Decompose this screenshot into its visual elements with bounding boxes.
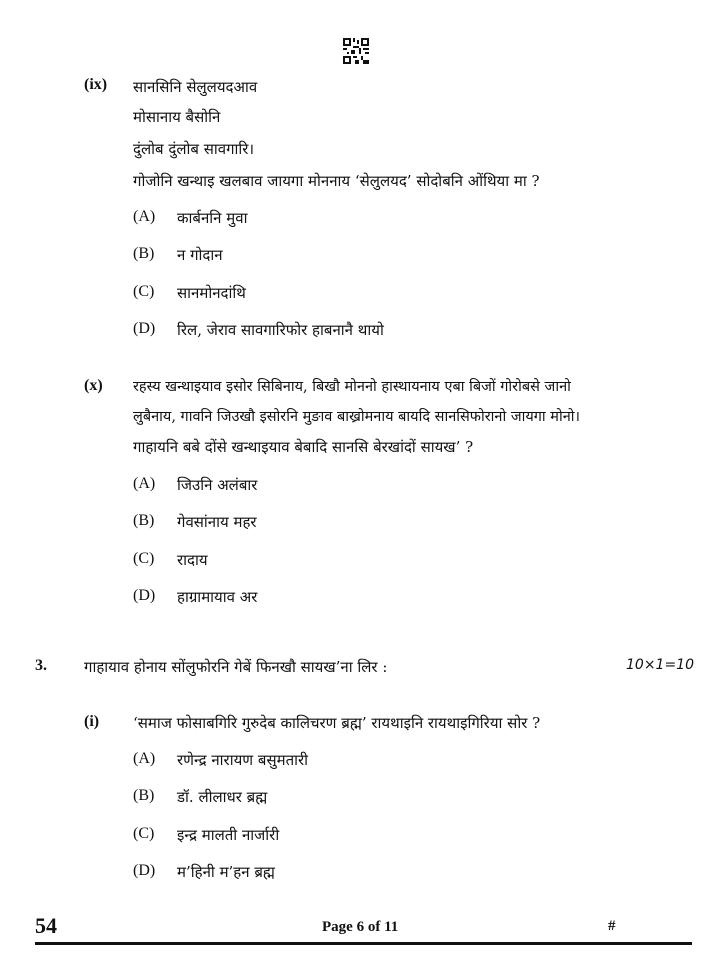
question-text: ‘समाज फोसाबगिरि गुरुदेब कालिचरण ब्रह्म’ रायथाइनि रायथाइगिरिया सोर ? xyxy=(133,714,541,732)
option-label: (A) xyxy=(133,750,156,767)
option-label: (B) xyxy=(133,245,155,262)
option-label: (C) xyxy=(133,550,155,567)
question-number: (x) xyxy=(84,377,103,394)
option-label: (B) xyxy=(133,787,155,804)
question-number: (ix) xyxy=(84,76,108,93)
option-text: गेवसांनाय महर xyxy=(177,513,257,531)
option-text: म’हिनी म’हन ब्रह्म xyxy=(177,863,275,881)
option-label: (A) xyxy=(133,475,156,492)
option-text: इन्द्र मालती नार्जारी xyxy=(177,826,280,844)
option-text: डॉ. लीलाधर ब्रह्म xyxy=(177,788,268,806)
question-text: लुबैनाय, गावनि जिउखौ इसोरनि मुङाव बाख्रोमनाय बायदि सानसिफोरानो जायगा मोनो। xyxy=(133,409,581,425)
question-text: रहस्य खन्थाइयाव इसोर सिबिनाय, बिखौ मोननो हास्थायनाय एबा बिजों गोरोबसे जानो xyxy=(133,379,571,395)
poem-line: मोसानाय बैसोनि xyxy=(133,108,221,126)
section-instruction: गाहायाव होनाय सोंलुफोरनि गेबें फिनखौ सायख’ना लिर : xyxy=(84,658,388,676)
question-text: गाहायनि बबे दोंसे खन्थाइयाव बेबादि सानसि बेरखांदों सायख’ ? xyxy=(133,438,474,456)
option-text: कार्बननि मुवा xyxy=(177,209,248,227)
page-mark: # xyxy=(608,918,616,934)
option-label: (B) xyxy=(133,512,155,529)
page-code: 54 xyxy=(35,913,57,938)
option-label: (A) xyxy=(133,208,156,225)
option-label: (D) xyxy=(133,587,156,604)
page-number: Page 6 of 11 xyxy=(322,919,399,935)
option-text: जिउनि अलंबार xyxy=(177,476,258,494)
section-marks: 10×1=10 xyxy=(626,657,694,673)
option-label: (D) xyxy=(133,862,156,879)
option-text: रिल, जेराव सावगारिफोर हाबनानै थायो xyxy=(177,321,384,339)
option-label: (C) xyxy=(133,283,155,300)
option-text: न गोदान xyxy=(177,246,223,264)
option-text: सानमोनदांथि xyxy=(177,284,246,302)
option-text: रणेन्द्र नारायण बसुमतारी xyxy=(177,751,309,769)
qr-code-icon xyxy=(343,38,369,64)
poem-line: दुंलोब दुंलोब सावगारि। xyxy=(133,140,255,158)
question-text: गोजोनि खन्थाइ खलबाव जायगा मोननाय ‘सेलुलयद’ सोदोबनि ओंथिया मा ? xyxy=(133,172,540,190)
poem-line: सानसिनि सेलुलयदआव xyxy=(133,78,258,96)
option-text: रादाय xyxy=(177,551,208,569)
option-text: हाग्रामायाव अर xyxy=(177,588,258,606)
section-number: 3. xyxy=(35,657,47,674)
footer-rule xyxy=(35,942,692,945)
option-label: (D) xyxy=(133,320,156,337)
question-number: (i) xyxy=(84,713,100,730)
option-label: (C) xyxy=(133,825,155,842)
